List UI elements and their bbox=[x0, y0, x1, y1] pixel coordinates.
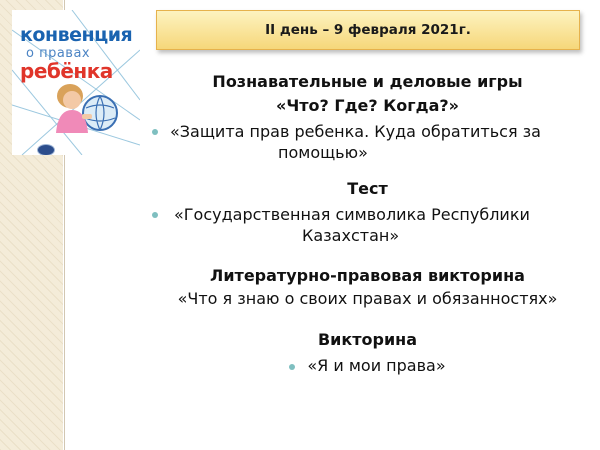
list-item bbox=[140, 121, 595, 163]
bullet-text-line1: «Государственная символика Республики bbox=[174, 205, 530, 224]
section2-heading: Тест bbox=[347, 179, 388, 198]
convention-logo bbox=[12, 10, 140, 155]
bullet-text: «Я и мои права» bbox=[307, 356, 446, 375]
list-item bbox=[140, 355, 595, 376]
badge-icon bbox=[37, 144, 55, 155]
section4-heading: Викторина bbox=[317, 330, 418, 349]
bullet-text-line2: помощью» bbox=[278, 143, 368, 162]
bullet-icon bbox=[152, 212, 158, 218]
logo-text-konventsiya: конвенция bbox=[20, 24, 133, 46]
bullet-icon bbox=[152, 129, 158, 135]
section3-text: «Что я знаю о своих правах и обязанностях» bbox=[177, 289, 558, 308]
header-banner bbox=[156, 10, 580, 50]
child-holding-globe-icon bbox=[56, 84, 117, 133]
section1-subheading: «Что? Где? Когда?» bbox=[276, 96, 459, 115]
bullet-text-line2: Казахстан» bbox=[302, 226, 400, 245]
main-content bbox=[140, 70, 595, 376]
bullet-text-line1: «Защита прав ребенка. Куда обратиться за bbox=[170, 122, 541, 141]
bullet-icon bbox=[289, 364, 295, 370]
list-item bbox=[140, 204, 595, 246]
section1-heading: Познавательные и деловые игры bbox=[212, 72, 523, 91]
logo-text-o-pravakh: о правах bbox=[26, 46, 91, 61]
logo-text-rebenka: ребёнка bbox=[20, 59, 113, 83]
page-title: II день – 9 февраля 2021г. bbox=[265, 22, 471, 38]
section3-heading: Литературно-правовая викторина bbox=[210, 266, 525, 285]
